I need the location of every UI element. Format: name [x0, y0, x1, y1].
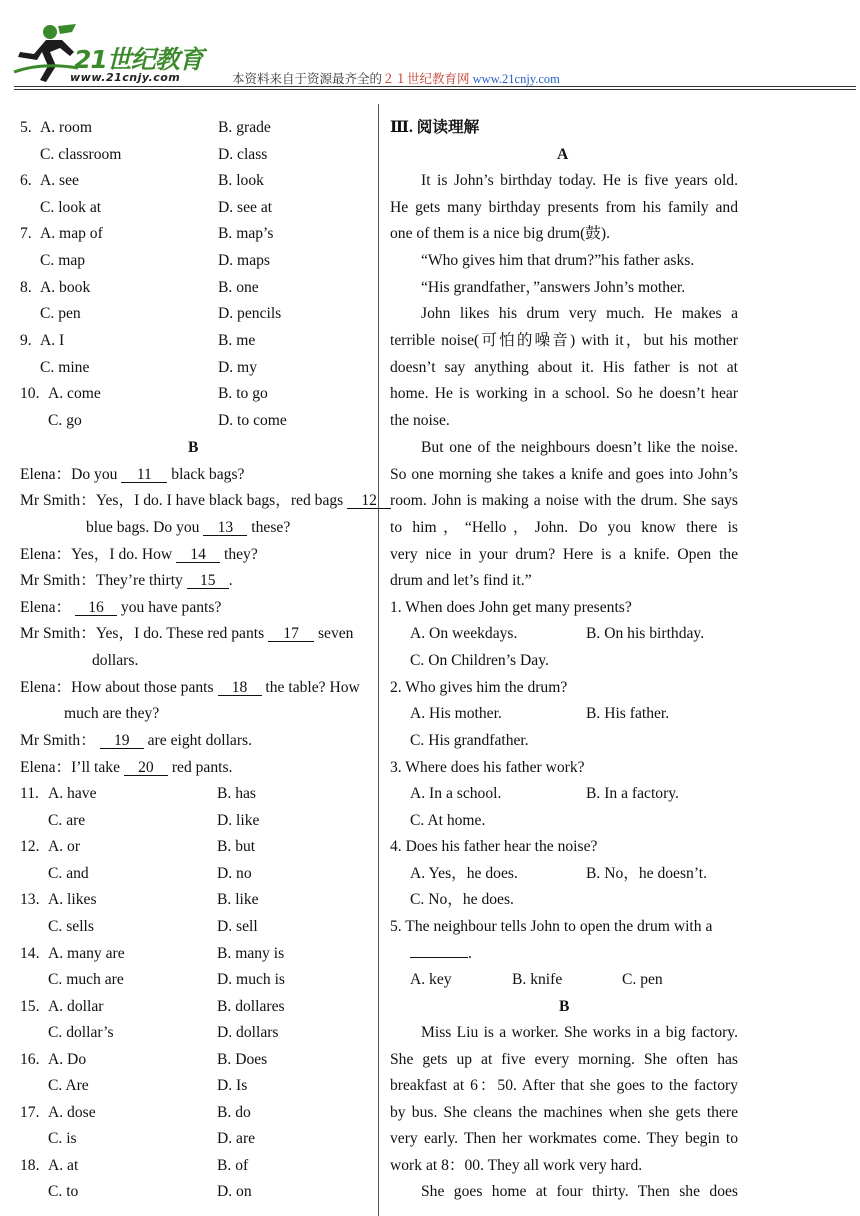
option-d: D. pencils	[218, 305, 282, 322]
question-stem: 1. When does John get many presents?	[390, 599, 632, 616]
option-b: B. like	[217, 891, 259, 908]
option-c: C. sells	[48, 918, 94, 935]
option-a: A. at	[48, 1157, 79, 1174]
passage-b-title: B	[559, 998, 570, 1015]
question-stem: 3. Where does his father work?	[390, 759, 585, 776]
option-c: C. No，he does.	[410, 891, 514, 908]
question-number: 12.	[20, 838, 40, 855]
option-a: A. On weekdays.	[410, 625, 518, 642]
dialog-line: Mr Smith：Yes，I do. These red pants 17 seven	[20, 625, 354, 642]
dialog-line: Elena：Yes，I do. How 14 they?	[20, 546, 258, 563]
question-stem: 4. Does his father hear the noise?	[390, 838, 598, 855]
passage-a-line: terrible noise(可怕的噪音) with it，but his mother	[390, 332, 738, 349]
option-a: A. book	[40, 279, 91, 296]
option-c: C. mine	[40, 359, 90, 376]
option-c: C. and	[48, 865, 89, 882]
question-number: 6.	[20, 172, 32, 189]
logo	[12, 22, 212, 84]
passage-b-line: Miss Liu is a worker. She works in a big factory.	[421, 1024, 738, 1041]
dialog-line: Elena：I’ll take 20 red pants.	[20, 759, 233, 776]
option-c: C. On Children’s Day.	[410, 652, 549, 669]
dialog-line: blue bags. Do you 13 these?	[86, 519, 291, 536]
option-b: B. look	[218, 172, 264, 189]
option-b: B. knife	[512, 971, 563, 988]
question-number: 16.	[20, 1051, 40, 1068]
logo-brand: 21世纪教育	[74, 45, 203, 74]
option-b: B. of	[217, 1157, 249, 1174]
option-b: B. one	[218, 279, 259, 296]
option-c: C. look at	[40, 199, 102, 216]
question-number: 17.	[20, 1104, 40, 1121]
option-d: D. sell	[217, 918, 258, 935]
tagline-site-link[interactable]: ２１世纪教育网	[382, 72, 470, 86]
dialog-line: dollars.	[92, 652, 139, 669]
option-d: D. see at	[218, 199, 273, 216]
option-d: D. Is	[217, 1077, 248, 1094]
blank-20: 20	[124, 760, 168, 776]
option-a: A. In a school.	[410, 785, 502, 802]
dialog-line: Mr Smith： 19 are eight dollars.	[20, 732, 252, 749]
question-number: 11.	[20, 785, 39, 802]
question-number: 14.	[20, 945, 40, 962]
answer-blank	[410, 957, 468, 958]
option-c: C. go	[48, 412, 82, 429]
option-a: A. or	[48, 838, 81, 855]
option-c: C. to	[48, 1183, 79, 1200]
logo-url: www.21cnjy.com	[70, 71, 181, 84]
option-a: A. many are	[48, 945, 125, 962]
passage-a-line: room. John is making a noise with the drum. She says	[390, 492, 738, 509]
blank-13: 13	[203, 520, 247, 536]
blank-14: 14	[176, 547, 220, 563]
blank-12: 12	[347, 493, 391, 509]
option-d: D. are	[217, 1130, 256, 1147]
header-rule	[14, 86, 856, 87]
option-b: B. dollares	[217, 998, 285, 1015]
passage-a-line: He gets many birthday presents from his family and	[390, 199, 738, 216]
question-number: 15.	[20, 998, 40, 1015]
option-a: A. I	[40, 332, 65, 349]
option-c: C. classroom	[40, 146, 122, 163]
option-a: A. dollar	[48, 998, 104, 1015]
passage-b-line: She goes home at four thirty. Then she does	[421, 1183, 738, 1200]
option-d: D. like	[217, 812, 260, 829]
passage-b-line: by bus. She cleans the machines when she gets there	[390, 1104, 738, 1121]
option-b: B. has	[217, 785, 256, 802]
question-number: 5.	[20, 119, 32, 136]
passage-b-line: She gets up at five every morning. She often has	[390, 1051, 738, 1068]
option-b: B. but	[217, 838, 256, 855]
tagline-prefix: 本资料来自于资源最齐全的	[232, 72, 383, 86]
dialog-line: Mr Smith：Yes，I do. I have black bags，red bags 12	[20, 492, 391, 510]
option-d: D. much is	[217, 971, 286, 988]
blank-11: 11	[121, 467, 167, 483]
option-a: A. dose	[48, 1104, 96, 1121]
blank-16: 16	[75, 600, 117, 616]
option-a: A. His mother.	[410, 705, 502, 722]
option-b: B. No，he doesn’t.	[586, 865, 707, 882]
option-b: B. In a factory.	[586, 785, 679, 802]
section-heading: B	[188, 439, 199, 456]
passage-a-line: to him，“Hello，John. Do you know there is	[390, 519, 738, 536]
passage-a-line: the noise.	[390, 412, 450, 429]
passage-a-line: But one of the neighbours doesn’t like the noise.	[421, 439, 738, 456]
option-b: B. On his birthday.	[586, 625, 705, 642]
passage-a-line: drum and let’s find it.”	[390, 572, 532, 589]
option-b: B. me	[218, 332, 256, 349]
option-c: C. is	[48, 1130, 77, 1147]
header-tagline	[232, 69, 560, 87]
question-number: 13.	[20, 891, 40, 908]
option-c: C. Are	[48, 1077, 89, 1094]
passage-a-line: So one morning she takes a knife and goes into John’s	[390, 466, 738, 483]
question-number: 10.	[20, 385, 40, 402]
option-d: D. on	[217, 1183, 252, 1200]
option-c: C. map	[40, 252, 86, 269]
passage-a-line: It is John’s birthday today. He is five years old.	[421, 172, 738, 189]
option-d: D. no	[217, 865, 252, 882]
option-b: B. His father.	[586, 705, 670, 722]
passage-b-line: very early. Then her workmates come. They begin to	[390, 1130, 738, 1147]
section-heading-reading: Ⅲ. 阅读理解	[390, 119, 480, 136]
option-b: B. do	[217, 1104, 251, 1121]
blank-18: 18	[218, 680, 262, 696]
question-number: 7.	[20, 225, 32, 242]
blank-15: 15	[187, 573, 229, 589]
passage-a-line: doesn’t say anything about it. His father is not at	[390, 359, 738, 376]
passage-b-line: work at 8：00. They all work very hard.	[390, 1157, 643, 1174]
option-c: C. pen	[622, 971, 663, 988]
question-stem: 5. The neighbour tells John to open the drum with a	[390, 918, 713, 935]
option-a: A. likes	[48, 891, 97, 908]
passage-a-line: “His grandfather，”answers John’s mother.	[421, 279, 686, 296]
option-d: D. dollars	[217, 1024, 279, 1041]
option-b: B. to go	[218, 385, 268, 402]
option-c: C. His grandfather.	[410, 732, 529, 749]
option-d: D. class	[218, 146, 268, 163]
option-d: D. to come	[218, 412, 287, 429]
option-b: B. Does	[217, 1051, 268, 1068]
option-c: C. pen	[40, 305, 81, 322]
passage-a-line: home. He is working in a school. So he doesn’t hear	[390, 385, 738, 402]
question-stem: 2. Who gives him the drum?	[390, 679, 568, 696]
passage-a-line: “Who gives him that drum?”his father asks.	[421, 252, 695, 269]
option-a: A. Do	[48, 1051, 87, 1068]
option-a: A. come	[48, 385, 101, 402]
column-divider	[378, 104, 379, 1216]
question-number: 9.	[20, 332, 32, 349]
tagline-url-link[interactable]: www.21cnjy.com	[472, 72, 560, 86]
question-number: 18.	[20, 1157, 40, 1174]
dialog-line: Elena：How about those pants 18 the table? How	[20, 679, 360, 696]
option-a: A. have	[48, 785, 97, 802]
option-c: C. At home.	[410, 812, 486, 829]
question-number: 8.	[20, 279, 32, 296]
option-a: A. key	[410, 971, 452, 988]
option-c: C. are	[48, 812, 86, 829]
option-a: A. map of	[40, 225, 103, 242]
dialog-line: much are they?	[64, 705, 160, 722]
passage-a-line: very nice in your drum? Here is a knife. Open the	[390, 546, 738, 563]
passage-b-line: breakfast at 6：50. After that she goes to the factory	[390, 1077, 738, 1094]
question-stem-blank: .	[410, 945, 472, 963]
passage-a-line: one of them is a nice big drum(鼓).	[390, 225, 610, 242]
blank-17: 17	[268, 626, 314, 642]
option-a: A. Yes，he does.	[410, 865, 518, 882]
page-header	[0, 0, 860, 92]
option-a: A. see	[40, 172, 79, 189]
passage-a-title: A	[557, 146, 569, 163]
blank-19: 19	[100, 733, 144, 749]
option-b: B. many is	[217, 945, 285, 962]
option-d: D. maps	[218, 252, 270, 269]
passage-a-line: John likes his drum very much. He makes a	[421, 305, 738, 322]
option-c: C. much are	[48, 971, 124, 988]
dialog-line: Mr Smith：They’re thirty 15 .	[20, 572, 233, 589]
dialog-line: Elena： 16 you have pants?	[20, 599, 222, 616]
option-a: A. room	[40, 119, 92, 136]
header-rule	[14, 89, 856, 90]
option-b: B. grade	[218, 119, 271, 136]
option-d: D. my	[218, 359, 257, 376]
dialog-line: Elena：Do you 11 black bags?	[20, 466, 245, 483]
option-b: B. map’s	[218, 225, 274, 242]
option-c: C. dollar’s	[48, 1024, 114, 1041]
